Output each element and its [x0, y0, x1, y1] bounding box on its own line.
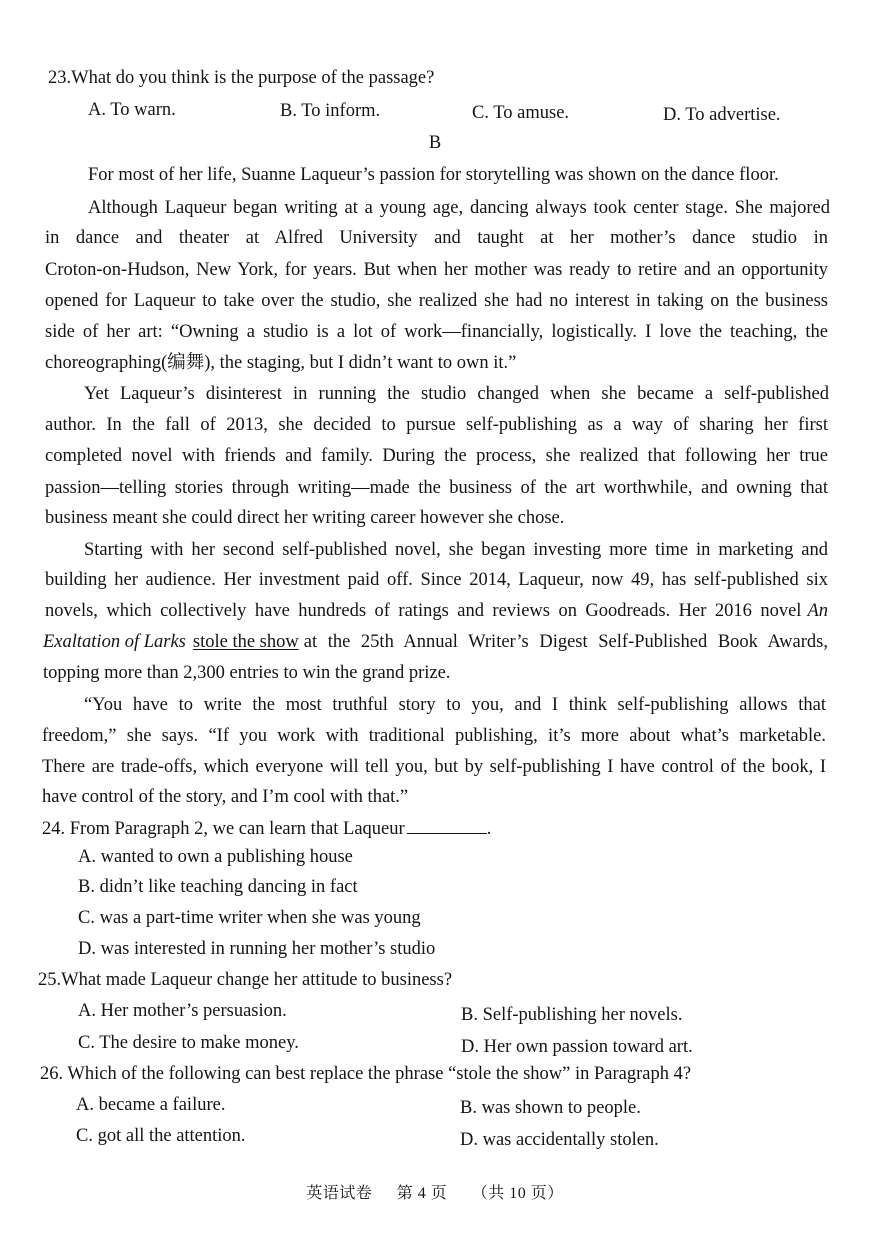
novel-title: Exaltation of Larks: [43, 632, 186, 652]
paragraph-line: Croton-on-Hudson, New York, for years. But when her mother was ready to retire and an opportunity: [45, 260, 828, 280]
question-number: 24.: [42, 819, 66, 839]
option-24-c: C. was a part-time writer when she was young: [78, 908, 421, 928]
option-23-d: D. To advertise.: [663, 105, 781, 125]
paragraph-line: Although Laqueur began writing at a young age, dancing always took center stage. She majored: [88, 198, 830, 218]
paragraph-line: passion—telling stories through writing—made the business of the art worthwhile, and owning that: [45, 478, 828, 498]
paragraph-line: freedom,” she says. “If you work with traditional publishing, it’s more about what’s marketable.: [42, 726, 826, 746]
novel-title-part: An: [807, 601, 828, 621]
underlined-phrase: stole the show: [192, 632, 299, 652]
paragraph-line: have control of the story, and I’m cool with that.”: [42, 787, 409, 807]
paragraph-line: author. In the fall of 2013, she decided to pursue self-publishing as a way of sharing her first: [45, 415, 828, 435]
option-24-b: B. didn’t like teaching dancing in fact: [78, 877, 358, 897]
paragraph-line: Yet Laqueur’s disinterest in running the studio changed when she became a self-published: [84, 384, 829, 404]
option-25-c: C. The desire to make money.: [78, 1033, 299, 1053]
page-footer: [0, 1180, 870, 1203]
question-23: [48, 68, 434, 89]
option-24-d: D. was interested in running her mother’s studio: [78, 939, 436, 959]
question-number: 26.: [40, 1064, 64, 1084]
paragraph-line: Starting with her second self-published novel, she began investing more time in marketing and: [84, 540, 828, 560]
paragraph-line: building her audience. Her investment paid off. Since 2014, Laqueur, now 49, has self-published six: [45, 570, 828, 590]
question-text: From Paragraph 2, we can learn that Laqueur: [69, 819, 405, 839]
paragraph-line: There are trade-offs, which everyone will tell you, but by self-publishing I have control of the book, I: [42, 757, 826, 777]
option-25-b: B. Self-publishing her novels.: [461, 1005, 683, 1025]
question-26: [40, 1064, 691, 1085]
question-text: Which of the following can best replace the phrase “stole the show” in Paragraph 4?: [67, 1064, 692, 1084]
question-text: What do you think is the purpose of the passage?: [71, 68, 435, 88]
answer-blank: [407, 817, 487, 834]
question-24: [42, 817, 491, 840]
paragraph-line: business meant she could direct her writing career however she chose.: [45, 508, 565, 528]
question-25: [38, 970, 452, 991]
footer-total-pages: （共 10 页）: [471, 1185, 564, 1202]
section-label: B: [428, 133, 442, 153]
option-26-b: B. was shown to people.: [460, 1098, 641, 1118]
paragraph-line: [43, 631, 828, 653]
option-25-a: A. Her mother’s persuasion.: [78, 1001, 287, 1021]
paragraph-1: For most of her life, Suanne Laqueur’s passion for storytelling was shown on the dance floor.: [88, 165, 779, 185]
paragraph-line: [45, 600, 828, 622]
question-text: What made Laqueur change her attitude to business?: [61, 970, 453, 990]
paragraph-line: in dance and theater at Alfred University and taught at her mother’s dance studio in: [45, 228, 828, 248]
option-23-b: B. To inform.: [280, 101, 381, 121]
paragraph-line: topping more than 2,300 entries to win the grand prize.: [43, 663, 451, 683]
question-number: 23.: [48, 68, 72, 88]
paragraph-line: choreographing(编舞), the staging, but I didn’t want to own it.”: [45, 353, 517, 373]
line-text: at the 25th Annual Writer’s Digest Self-Published Book Awards,: [303, 632, 828, 652]
option-23-c: C. To amuse.: [472, 103, 570, 123]
option-26-c: C. got all the attention.: [76, 1126, 246, 1146]
option-23-a: A. To warn.: [88, 100, 176, 120]
footer-page-number: 第 4 页: [396, 1185, 448, 1202]
option-26-d: D. was accidentally stolen.: [460, 1130, 659, 1150]
footer-subject: 英语试卷: [306, 1185, 373, 1202]
paragraph-line: side of her art: “Owning a studio is a lot of work—financially, logistically. I love the teaching, the: [45, 322, 828, 342]
paragraph-line: “You have to write the most truthful story to you, and I think self-publishing allows that: [84, 695, 826, 715]
question-end: .: [486, 819, 492, 839]
paragraph-line: completed novel with friends and family. During the process, she realized that following her true: [45, 446, 828, 466]
question-number: 25.: [38, 970, 62, 990]
paragraph-line: opened for Laqueur to take over the studio, she realized she had no interest in taking on the business: [45, 291, 828, 311]
option-26-a: A. became a failure.: [76, 1095, 226, 1115]
option-24-a: A. wanted to own a publishing house: [78, 847, 353, 867]
option-25-d: D. Her own passion toward art.: [461, 1037, 693, 1057]
line-text: novels, which collectively have hundreds of ratings and reviews on Goodreads. Her 2016 novel: [45, 601, 802, 621]
